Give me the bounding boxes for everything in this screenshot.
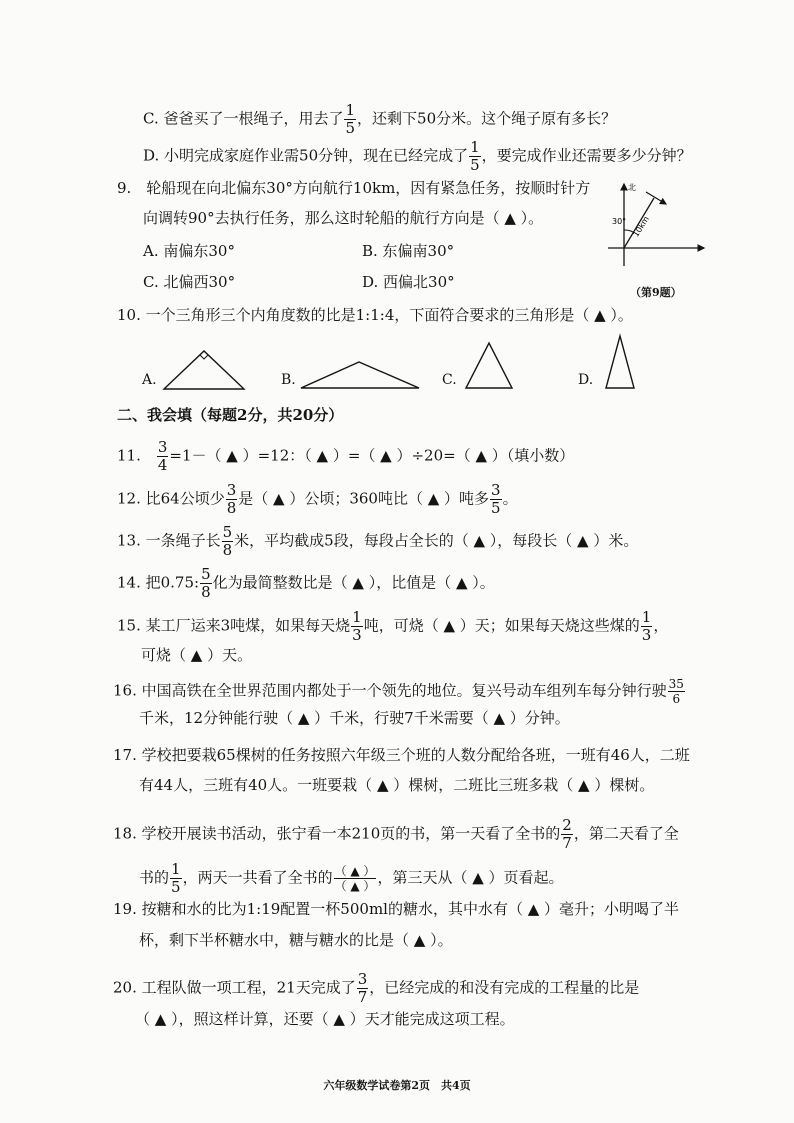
q9-option-c: C. 北偏西30° bbox=[143, 273, 236, 291]
q10-triangle-d bbox=[604, 334, 636, 390]
q10-option-a-label: A. bbox=[142, 372, 157, 388]
fraction: $\frac{1}{5}$ bbox=[345, 101, 356, 137]
q10-text: 10. 一个三角形三个内角度数的比是1:1:4，下面符合要求的三角形是（ ▲ ）。 bbox=[117, 306, 633, 324]
q16-line2: 千米，12分钟能行驶（ ▲ ）千米，行驶7千米需要（ ▲ ）分钟。 bbox=[139, 709, 570, 727]
section-title: 二、我会填（每题2分，共20分） bbox=[117, 406, 344, 424]
fraction: $\frac{1}{3}$ bbox=[641, 608, 652, 644]
q12: 12. 比64公顷少 $\frac{3}{8}$ 是（ ▲ ）公顷；360吨比（ ▲ ）吨多 $\frac{3}{5}$ 。 bbox=[117, 481, 518, 517]
q10-triangle-b bbox=[299, 360, 421, 390]
fraction: $\frac{3}{8}$ bbox=[226, 481, 237, 517]
q10-triangle-c bbox=[464, 340, 514, 390]
q18-line1: 18. 学校开展读书活动，张宁看一本210页的书，第一天看了全书的 $\frac{2}{7}$ ，第二天看了全 bbox=[113, 816, 679, 852]
north-label: 北 bbox=[628, 183, 636, 192]
turn-line bbox=[646, 192, 666, 204]
q9-option-d: D. 西偏北30° bbox=[362, 273, 455, 291]
q10-triangle-a bbox=[162, 346, 247, 391]
q15-line2: 可烧（ ▲ ）天。 bbox=[141, 646, 253, 664]
q9-line1: 9. 轮船现在向北偏东30°方向航行10km，因有紧急任务，按顺时针方 bbox=[117, 179, 591, 197]
fraction: $\frac{1}{3}$ bbox=[352, 608, 362, 644]
fraction: $\frac{1}{5}$ bbox=[470, 138, 480, 174]
q9-option-a: A. 南偏东30° bbox=[143, 242, 235, 260]
angle-label: 30° bbox=[612, 217, 627, 226]
q20-line1: 20. 工程队做一项工程，21天完成了 $\frac{3}{7}$ ，已经完成的和没有完成的工程量的比是 bbox=[113, 970, 640, 1006]
q10-option-c-label: C. bbox=[442, 372, 457, 388]
fraction: $\frac{3}{7}$ bbox=[357, 970, 368, 1006]
fraction: $\frac{35}{6}$ bbox=[668, 677, 684, 706]
q18-line2: 书的 $\frac{1}{5}$ ，两天一共看了全书的 $\frac{( ▲ )}{( ▲ )}$ ，第三天从（ ▲ ）页看起。 bbox=[139, 860, 564, 896]
q17-line1: 17. 学校把要栽65棵树的任务按照六年级三个班的人数分配给各班，一班有46人，二班 bbox=[113, 746, 690, 764]
q11: 11. $\frac{3}{4}$ =1－（ ▲ ）=12：（ ▲ ）=（ ▲ ）÷20=（ ▲ ）（填小数） bbox=[117, 438, 575, 474]
q17-line2: 有44人，三班有40人。一班要栽（ ▲ ）棵树，二班比三班多栽（ ▲ ）棵树。 bbox=[139, 776, 655, 794]
q9-line2: 向调转90°去执行任务，那么这时轮船的航行方向是（ ▲ ）。 bbox=[143, 209, 544, 227]
q15-line1: 15. 某工厂运来3吨煤，如果每天烧 $\frac{1}{3}$ 吨，可烧（ ▲ ）天；如果每天烧这些煤的 $\frac{1}{3}$ ， bbox=[117, 608, 669, 644]
q19-line1: 19. 按糖和水的比为1:19配置一杯500ml的糖水，其中水有（ ▲ ）毫升；小明喝了半 bbox=[113, 900, 680, 918]
q9-option-b: B. 东偏南30° bbox=[362, 242, 455, 260]
fraction: $\frac{1}{5}$ bbox=[171, 860, 181, 896]
fraction: $\frac{2}{7}$ bbox=[562, 816, 572, 852]
fraction: $\frac{3}{5}$ bbox=[491, 481, 501, 517]
answer-fraction: $\frac{( ▲ )}{( ▲ )}$ bbox=[334, 864, 376, 893]
q8-option-c: C. 爸爸买了一根绳子，用去了 $\frac{1}{5}$ ，还剩下50分米。这个绳子原有多长？ bbox=[143, 101, 617, 137]
q10-option-b-label: B. bbox=[281, 372, 296, 388]
q10-option-d-label: D. bbox=[578, 372, 594, 388]
q19-line2: 杯，剩下半杯糖水中，糖与糖水的比是（ ▲ ）。 bbox=[139, 931, 453, 949]
page-footer: 六年级数学试卷第2页 共4页 bbox=[323, 1079, 471, 1092]
q20-line2: （ ▲ ），照这样计算，还要（ ▲ ）天才能完成这项工程。 bbox=[135, 1010, 515, 1028]
fraction: $\frac{5}{8}$ bbox=[222, 523, 233, 559]
q16-line1: 16. 中国高铁在全世界范围内都处于一个领先的地位。复兴号动车组列车每分钟行驶 $\frac{35}{6}$ bbox=[113, 677, 684, 706]
q14: 14. 把0.75: $\frac{5}{8}$ 化为最简整数比是（ ▲ ），比值是（ ▲ ）。 bbox=[117, 565, 495, 601]
q9-figure-caption: （第9题） bbox=[630, 286, 682, 299]
fraction: $\frac{3}{4}$ bbox=[157, 438, 168, 474]
distance-label: 10km bbox=[631, 214, 651, 239]
q8-option-d: D. 小明完成家庭作业需50分钟，现在已经完成了 $\frac{1}{5}$ ，要完成作业还需要多少分钟？ bbox=[143, 138, 692, 174]
q13: 13. 一条绳子长 $\frac{5}{8}$ 米，平均截成5段，每段占全长的（ ▲ ），每段长（ ▲ ）米。 bbox=[117, 523, 639, 559]
q9-direction-figure bbox=[598, 178, 708, 270]
fraction: $\frac{5}{8}$ bbox=[201, 565, 211, 601]
